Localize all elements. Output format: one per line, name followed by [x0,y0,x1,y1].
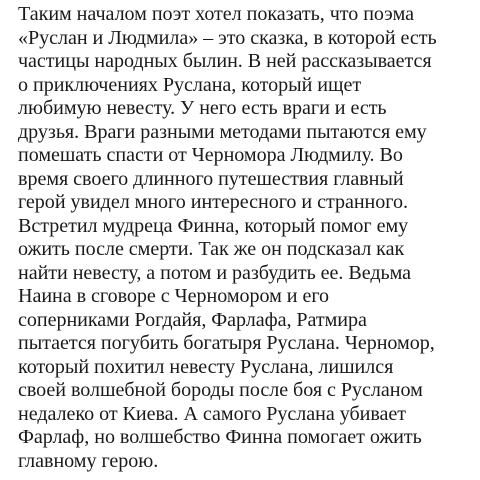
text-line: ожить после смерти. Так же он подсказал как [18,238,405,260]
text-line: найти невесту, а потом и разбудить ее. Ведьма [18,261,412,284]
text-line: пытается погубить богатыря Руслана. Черномор, [18,332,435,354]
text-line: время своего длинного путешествия главный [18,167,404,190]
text-line: Наина в сговоре с Черномором и его [18,285,330,307]
text-line: Таким началом поэт хотел показать, что поэма [18,3,414,25]
text-line: Фарлаф, но волшебство Финна помогает ожить [18,426,422,448]
text-line: герой увидел много интересного и странного. [18,191,408,213]
text-line: частицы народных былин. В ней рассказывается [18,50,432,72]
text-line: соперниками Рогдайя, Фарлафа, Ратмира [18,308,367,331]
text-line: помешать спасти от Черномора Людмилу. Во [18,144,403,166]
text-line: своей волшебной бороды после боя с Русланом [18,379,423,401]
document-text [18,3,480,473]
text-line: друзья. Враги разными методами пытаются ему [18,120,427,143]
text-line: Встретил мудреца Финна, который помог ему [18,214,409,237]
text-line: главному герою. [18,449,159,472]
text-line: «Руслан и Людмила» – это сказка, в которой есть [18,26,437,49]
text-line: который похитил невесту Руслана, лишился [18,355,394,378]
text-line: недалеко от Киева. А самого Руслана убивает [18,402,407,425]
text-line: любимую невесту. У него есть враги и есть [18,97,387,119]
text-line: о приключениях Руслана, который ищет [18,73,362,96]
